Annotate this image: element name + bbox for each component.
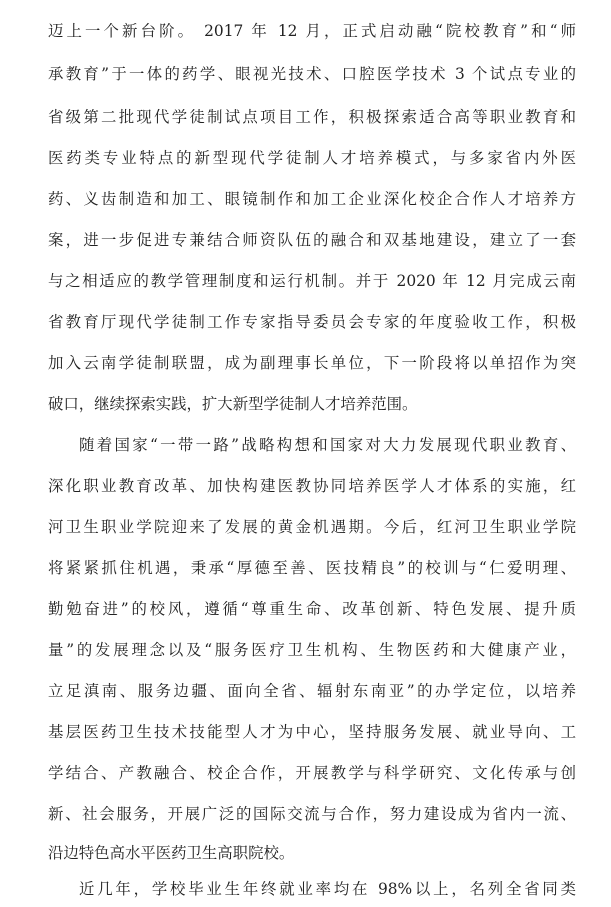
paragraph-line: 深化职业教育改革、加快构建医教协同培养医学人才体系的实施，红	[48, 477, 576, 495]
paragraph-line: 与之相适应的教学管理制度和运行机制。并于 2020 年 12 月完成云南	[48, 272, 576, 290]
paragraph-line: 立足滇南、服务边疆、面向全省、辐射东南亚”的办学定位，以培养	[48, 682, 576, 700]
paragraph-line: 加入云南学徒制联盟，成为副理事长单位，下一阶段将以单招作为突	[48, 354, 576, 372]
paragraph-line: 新、社会服务，开展广泛的国际交流与合作，努力建设成为省内一流、	[48, 805, 576, 823]
paragraph-line: 药、义齿制造和加工、眼镜制作和加工企业深化校企合作人才培养方	[48, 190, 576, 208]
paragraph-line: 量”的发展理念以及“服务医疗卫生机构、生物医药和大健康产业，	[48, 641, 576, 659]
paragraph-line: 河卫生职业学院迎来了发展的黄金机遇期。今后，红河卫生职业学院	[48, 518, 576, 536]
paragraph-line: 基层医药卫生技术技能型人才为中心，坚持服务发展、就业导向、工	[48, 723, 576, 741]
paragraph-line: 案，进一步促进专兼结合师资队伍的融合和双基地建设，建立了一套	[48, 231, 576, 249]
paragraph-line: 省教育厅现代学徒制工作专家指导委员会专家的年度验收工作，积极	[48, 313, 576, 331]
paragraph-line: 近几年，学校毕业生年终就业率均在 98%以上，名列全省同类	[79, 880, 576, 898]
paragraph-line: 破口，继续探索实践，扩大新型学徒制人才培养范围。	[48, 395, 418, 413]
paragraph-line: 迈上一个新台阶。 2017 年 12 月，正式启动融“院校教育”和“师	[48, 22, 576, 40]
paragraph-line: 勤勉奋进”的校风，遵循“尊重生命、改革创新、特色发展、提升质	[48, 600, 576, 618]
paragraph-line: 医药类专业特点的新型现代学徒制人才培养模式，与多家省内外医	[48, 149, 576, 167]
paragraph-line: 承教育”于一体的药学、眼视光技术、口腔医学技术 3 个试点专业的	[48, 65, 576, 83]
paragraph-line: 沿边特色高水平医药卫生高职院校。	[48, 844, 295, 862]
paragraph-line: 学结合、产教融合、校企合作，开展教学与科学研究、文化传承与创	[48, 764, 576, 782]
paragraph-line: 将紧紧抓住机遇，秉承“厚德至善、医技精良”的校训与“仁爱明理、	[48, 559, 576, 577]
paragraph-line: 随着国家“一带一路”战略构想和国家对大力发展现代职业教育、	[79, 436, 576, 454]
paragraph-line: 省级第二批现代学徒制试点项目工作，积极探索适合高等职业教育和	[48, 108, 576, 126]
